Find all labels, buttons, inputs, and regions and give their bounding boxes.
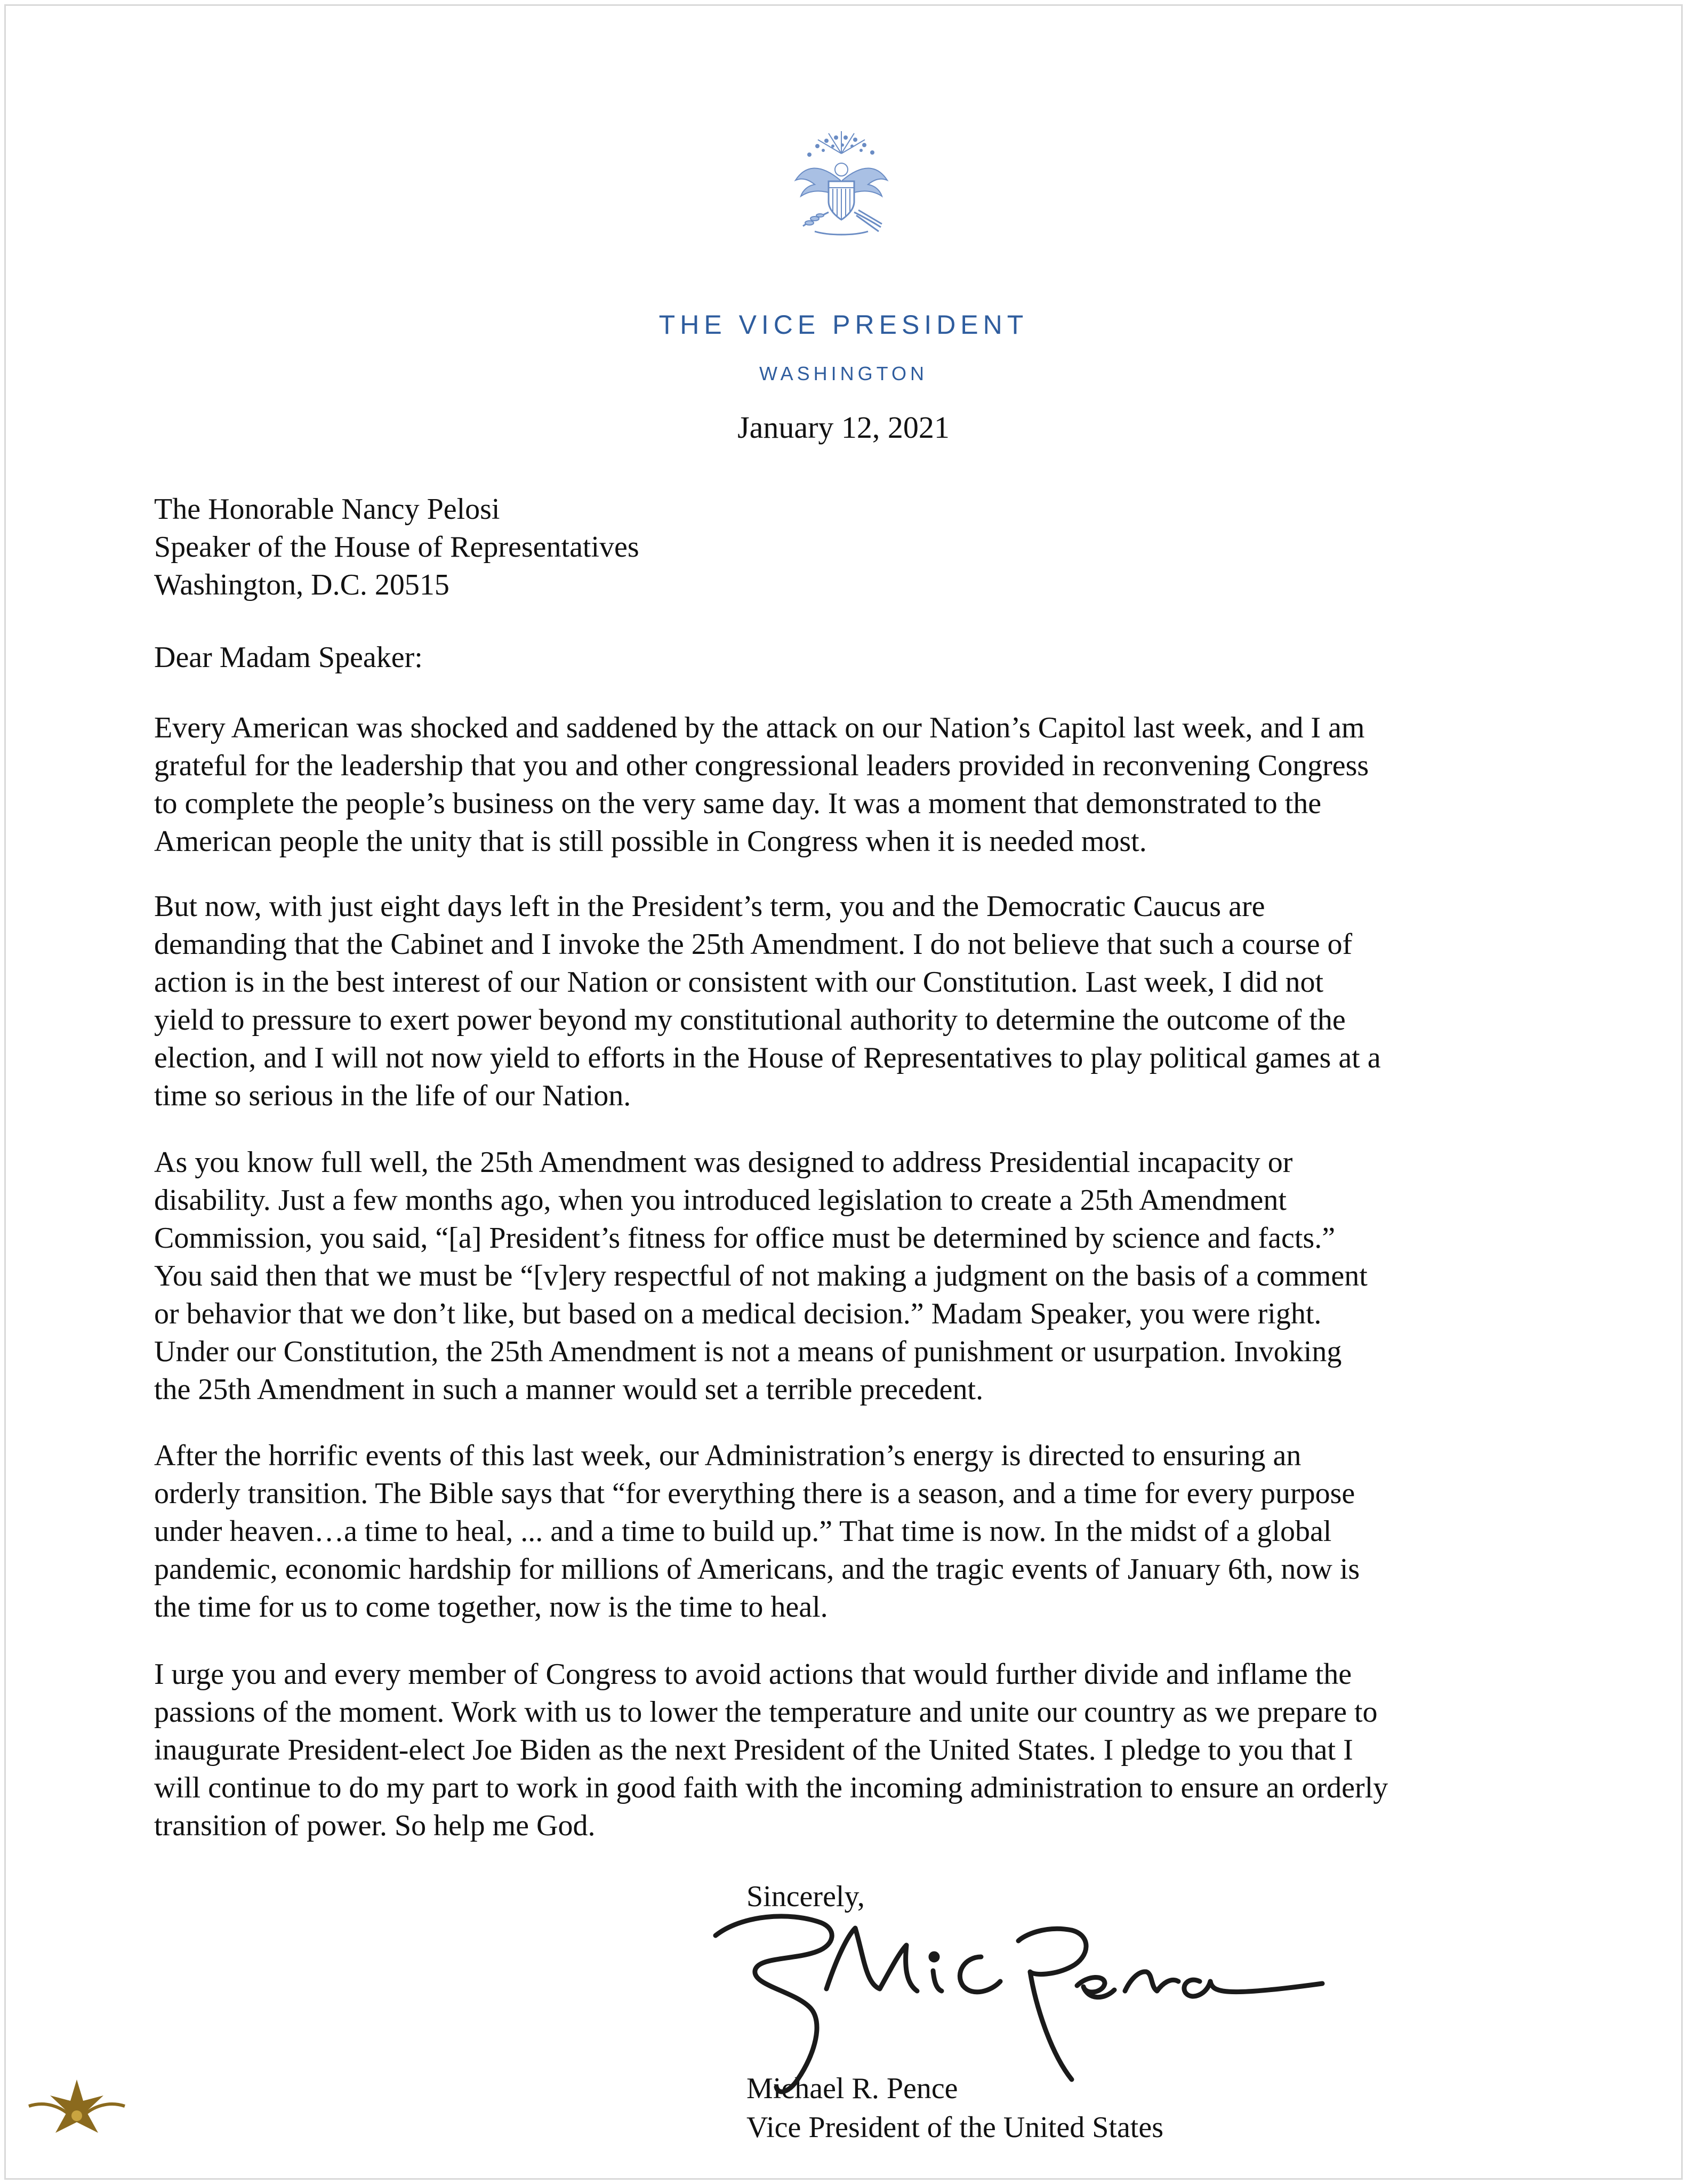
letterhead-title: THE VICE PRESIDENT <box>658 310 1029 340</box>
paragraph-line: pandemic, economic hardship for millions of Americans, and the tragic events of January 6th, now is <box>154 1553 1360 1586</box>
body-paragraph <box>154 1144 1551 1409</box>
paragraph-line: the 25th Amendment in such a manner would set a terrible precedent. <box>154 1373 984 1406</box>
paragraph-line: yield to pressure to exert power beyond my constitutional authority to determine the outcome of the <box>154 1003 1346 1037</box>
signer-name: Michael R. Pence <box>746 2072 958 2105</box>
paragraph-line: Every American was shocked and saddened by the attack on our Nation’s Capitol last week, and I am <box>154 711 1365 744</box>
paragraph-line: election, and I will not now yield to efforts in the House of Representatives to play political games at a <box>154 1041 1381 1074</box>
paragraph-line: will continue to do my part to work in good faith with the incoming administration to ensure an orderly <box>154 1771 1388 1804</box>
paragraph-line: orderly transition. The Bible says that “for everything there is a season, and a time for every purpose <box>154 1477 1355 1510</box>
paragraph-line: After the horrific events of this last week, our Administration’s energy is directed to ensuring an <box>154 1439 1302 1472</box>
paragraph-line: Under our Constitution, the 25th Amendment is not a means of punishment or usurpation. Invoking <box>154 1335 1342 1368</box>
recipient-line: The Honorable Nancy Pelosi <box>154 493 500 526</box>
paragraph-line: Commission, you said, “[a] President’s fitness for office must be determined by science and facts.” <box>154 1222 1336 1255</box>
closing: Sincerely, <box>746 1880 865 1913</box>
paragraph-line: disability. Just a few months ago, when you introduced legislation to create a 25th Amendment <box>154 1184 1287 1217</box>
recipient-line: Washington, D.C. 20515 <box>154 568 449 601</box>
paragraph-line: passions of the moment. Work with us to lower the temperature and unite our country as we prepare to <box>154 1696 1378 1729</box>
body-paragraph <box>154 709 1551 861</box>
paragraph-line: action is in the best interest of our Nation or consistent with our Constitution. Last week, I did not <box>154 966 1323 999</box>
body-paragraph <box>154 888 1551 1115</box>
letter-date: January 12, 2021 <box>737 410 950 445</box>
paragraph-line: But now, with just eight days left in the President’s term, you and the Democratic Caucus are <box>154 890 1265 923</box>
forum-watermark-logo-icon <box>23 2069 130 2175</box>
signer-title: Vice President of the United States <box>746 2111 1164 2144</box>
paragraph-line: inaugurate President-elect Joe Biden as the next President of the United States. I pledge to you that I <box>154 1733 1353 1767</box>
recipient-line: Speaker of the House of Representatives <box>154 531 639 564</box>
paragraph-line: transition of power. So help me God. <box>154 1809 596 1842</box>
salutation: Dear Madam Speaker: <box>154 641 423 674</box>
paragraph-line: demanding that the Cabinet and I invoke the 25th Amendment. I do not believe that such a course of <box>154 928 1353 961</box>
paragraph-line: or behavior that we don’t like, but based on a medical decision.” Madam Speaker, you were right. <box>154 1297 1322 1330</box>
paragraph-line: You said then that we must be “[v]ery respectful of not making a judgment on the basis of a comment <box>154 1259 1368 1292</box>
body-paragraph <box>154 1656 1551 1845</box>
paragraph-line: American people the unity that is still possible in Congress when it is needed most. <box>154 825 1147 858</box>
paragraph-line: the time for us to come together, now is the time to heal. <box>154 1591 828 1624</box>
paragraph-line: under heaven…a time to heal, ... and a time to build up.” That time is now. In the midst of a global <box>154 1515 1332 1548</box>
recipient-address <box>154 491 1551 604</box>
paragraph-line: grateful for the leadership that you and other congressional leaders provided in reconvening Congress <box>154 749 1369 782</box>
paragraph-line: to complete the people’s business on the very same day. It was a moment that demonstrated to the <box>154 787 1322 820</box>
paragraph-line: time so serious in the life of our Nation. <box>154 1079 631 1112</box>
paragraph-line: I urge you and every member of Congress to avoid actions that would further divide and inflame the <box>154 1658 1352 1691</box>
letterhead-subtitle: WASHINGTON <box>759 363 928 384</box>
vice-presidential-seal-icon <box>777 122 905 245</box>
handwritten-signature-icon <box>704 1877 1344 2101</box>
body-paragraph <box>154 1437 1551 1626</box>
paragraph-line: As you know full well, the 25th Amendment was designed to address Presidential incapacity or <box>154 1146 1293 1179</box>
